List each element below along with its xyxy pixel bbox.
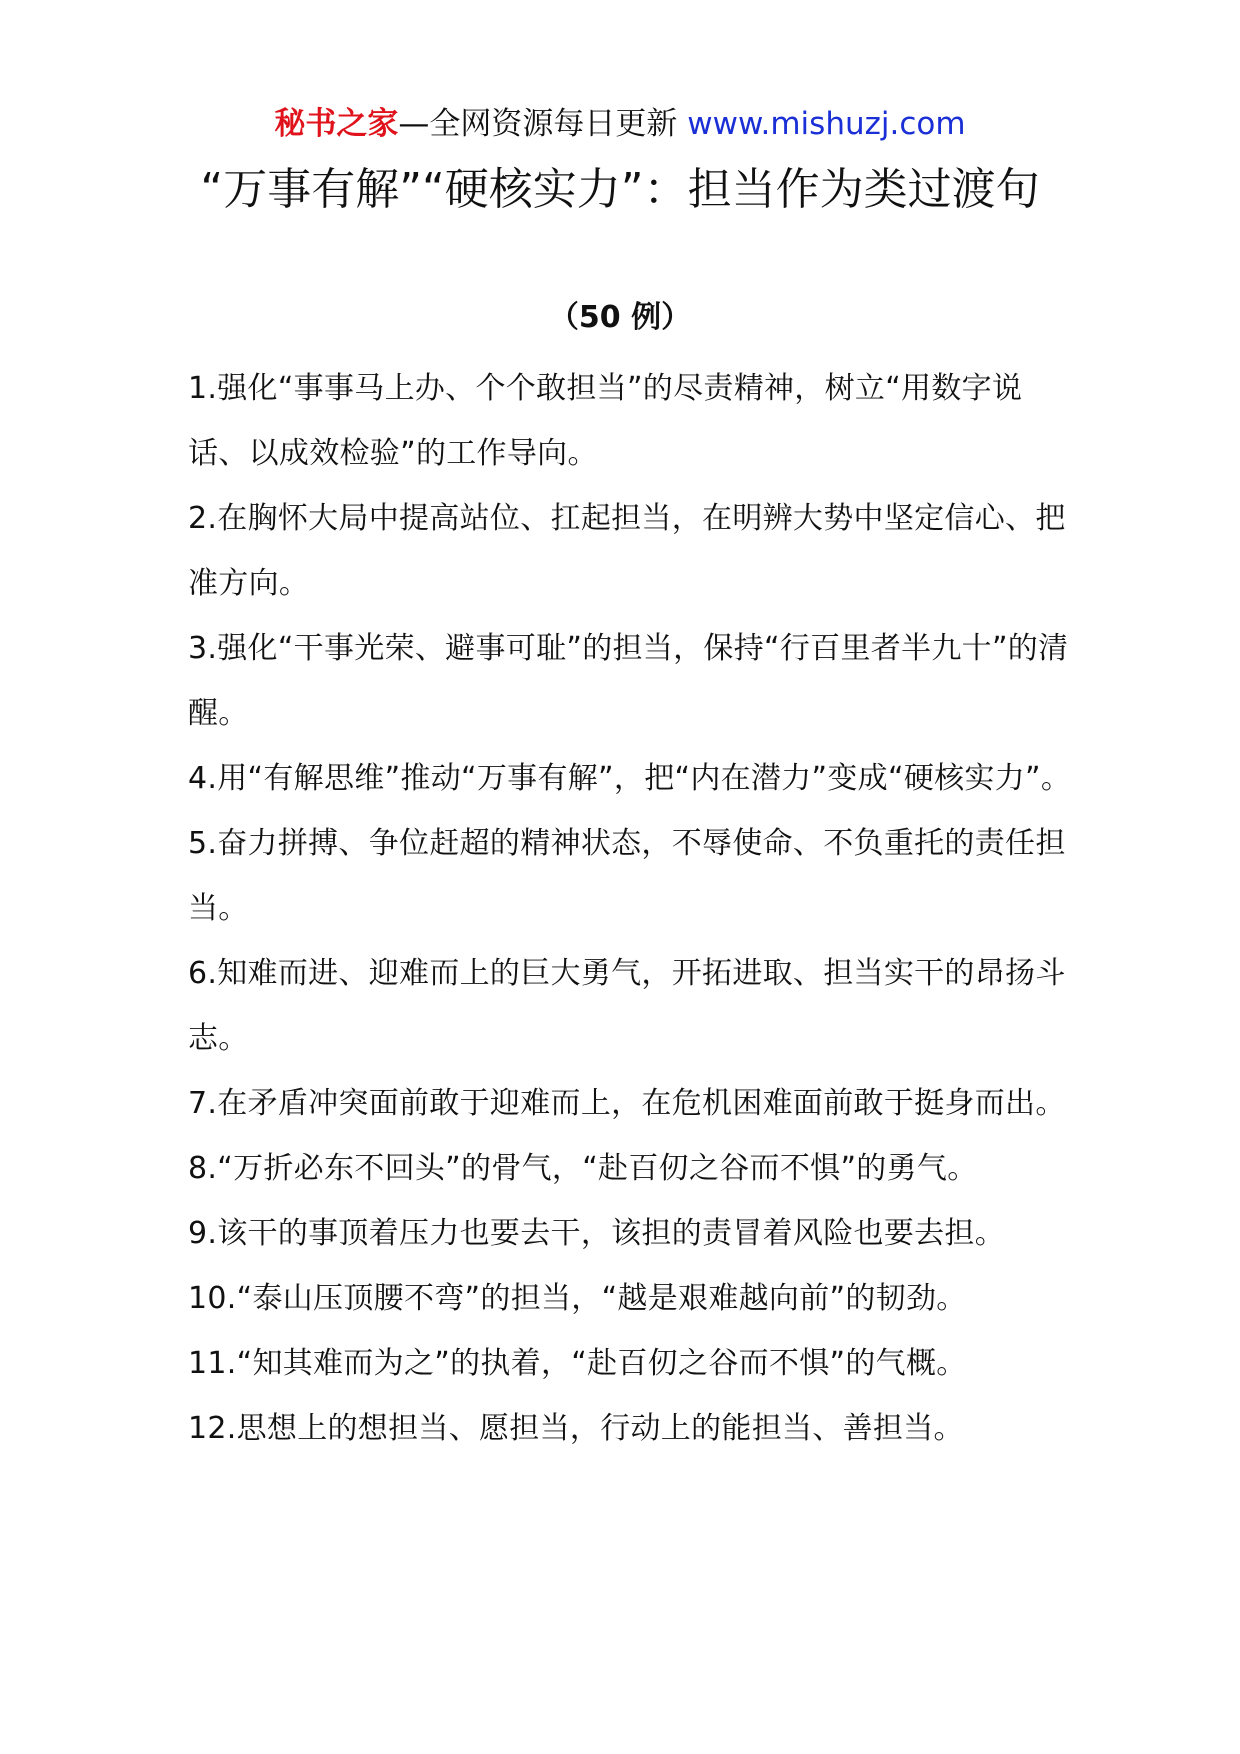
list-item: 2.在胸怀大局中提高站位、扛起担当，在明辨大势中坚定信心、把准方向。 (188, 501, 1066, 601)
list-item: 1.强化“事事马上办、个个敢担当”的尽责精神，树立“用数字说话、以成效检验”的工作导向。 (188, 371, 1023, 471)
list-item: 3.强化“干事光荣、避事可耻”的担当，保持“行百里者半九十”的清醒。 (188, 631, 1069, 731)
document-subtitle: （50 例） (548, 300, 692, 335)
brand-name: 秘书之家 (274, 106, 399, 142)
list-item: 10.“泰山压顶腰不弯”的担当，“越是艰难越向前”的韧劲。 (188, 1281, 967, 1316)
list-item: 8.“万折必东不回头”的骨气，“赴百仞之谷而不惧”的勇气。 (188, 1151, 978, 1186)
list-item: 5.奋力拼搏、争位赶超的精神状态，不辱使命、不负重托的责任担当。 (188, 826, 1066, 926)
list-item: 6.知难而进、迎难而上的巨大勇气，开拓进取、担当实干的昂扬斗志。 (188, 956, 1066, 1056)
site-url-link[interactable]: www.mishuzj.com (687, 106, 966, 142)
list-item: 12.思想上的想担当、愿担当，行动上的能担当、善担当。 (188, 1411, 964, 1446)
list-item: 7.在矛盾冲突面前敢于迎难而上，在危机困难面前敢于挺身而出。 (188, 1086, 1066, 1121)
sentence-list (188, 356, 1078, 1461)
site-header (0, 100, 1240, 148)
document-title: “万事有解”“硬核实力”：担当作为类过渡句 (200, 164, 1040, 215)
list-item: 4.用“有解思维”推动“万事有解”，把“内在潜力”变成“硬核实力”。 (188, 761, 1072, 796)
list-item: 9.该干的事顶着压力也要去干，该担的责冒着风险也要去担。 (188, 1216, 1006, 1251)
list-item: 11.“知其难而为之”的执着，“赴百仞之谷而不惧”的气概。 (188, 1346, 967, 1381)
header-slogan: —全网资源每日更新 (398, 106, 678, 142)
